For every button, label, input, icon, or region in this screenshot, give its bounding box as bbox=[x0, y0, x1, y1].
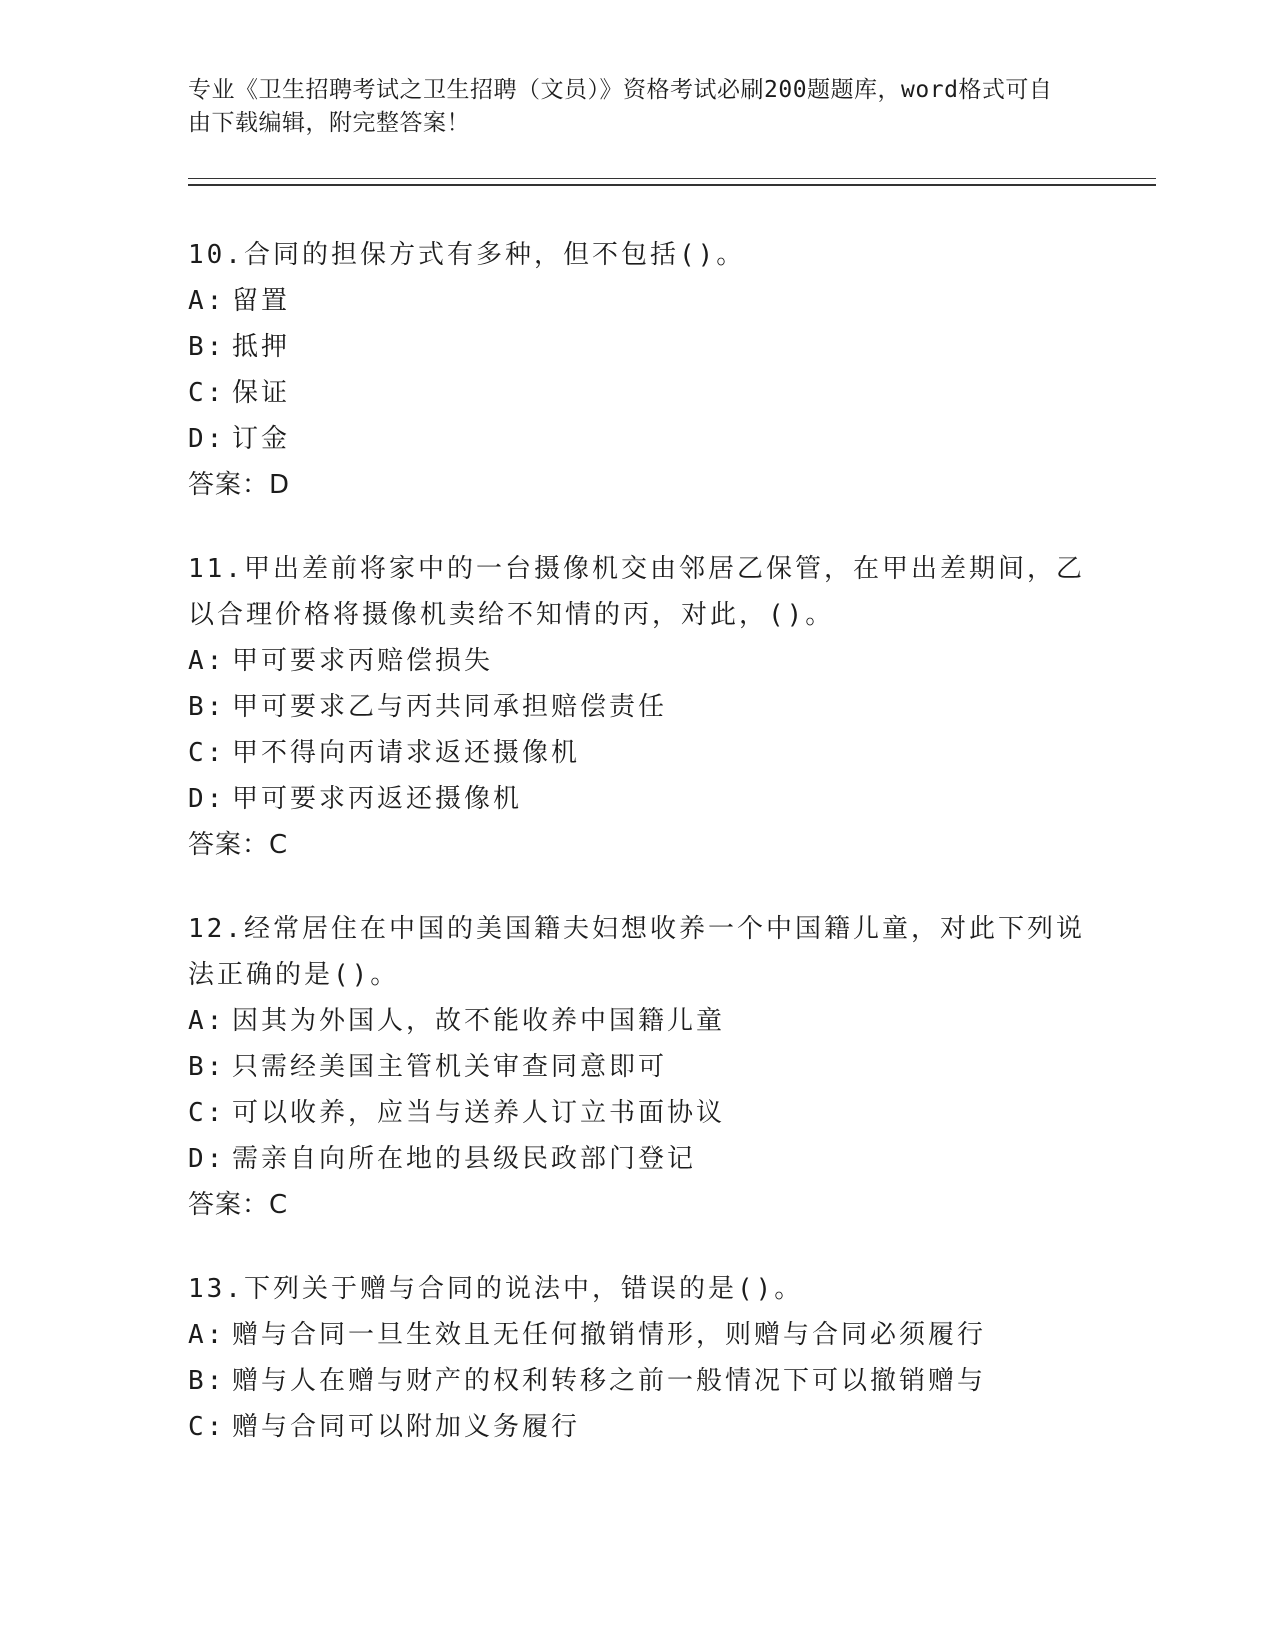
option-key: D: bbox=[188, 1144, 226, 1174]
question-13 bbox=[188, 1266, 1088, 1450]
answer-line: 答案：C bbox=[188, 1190, 289, 1220]
option-c bbox=[188, 370, 1088, 416]
option-key: B: bbox=[188, 332, 226, 362]
option-c bbox=[188, 1404, 1088, 1450]
option-text: 赠与合同一旦生效且无任何撤销情形，则赠与合同必须履行 bbox=[232, 1320, 987, 1350]
option-key: A: bbox=[188, 1006, 226, 1036]
option-b bbox=[188, 684, 1088, 730]
option-text: 甲不得向丙请求返还摄像机 bbox=[232, 738, 581, 768]
option-key: B: bbox=[188, 692, 226, 722]
question-list bbox=[188, 232, 1088, 1488]
option-text: 甲可要求乙与丙共同承担赔偿责任 bbox=[232, 692, 668, 722]
option-text: 赠与合同可以附加义务履行 bbox=[232, 1412, 581, 1442]
question-stem: 11.甲出差前将家中的一台摄像机交由邻居乙保管，在甲出差期间，乙以合理价格将摄像机卖给不知情的丙，对此，()。 bbox=[188, 554, 1085, 630]
option-a bbox=[188, 998, 1088, 1044]
option-a bbox=[188, 278, 1088, 324]
option-text: 只需经美国主管机关审查同意即可 bbox=[232, 1052, 668, 1082]
option-key: B: bbox=[188, 1052, 226, 1082]
question-12 bbox=[188, 906, 1088, 1228]
option-c bbox=[188, 730, 1088, 776]
option-key: C: bbox=[188, 1412, 226, 1442]
answer-line: 答案：C bbox=[188, 830, 289, 860]
option-key: C: bbox=[188, 1098, 226, 1128]
option-text: 订金 bbox=[232, 424, 291, 454]
option-key: C: bbox=[188, 738, 226, 768]
answer-line: 答案：D bbox=[188, 470, 291, 500]
option-key: D: bbox=[188, 424, 226, 454]
option-key: C: bbox=[188, 378, 226, 408]
option-text: 抵押 bbox=[232, 332, 291, 362]
option-a bbox=[188, 638, 1088, 684]
document-header: 专业《卫生招聘考试之卫生招聘（文员）》资格考试必刷200题题库，word格式可自由下载编辑，附完整答案！ bbox=[188, 77, 1053, 136]
header-divider bbox=[188, 178, 1156, 186]
question-stem: 13.下列关于赠与合同的说法中，错误的是()。 bbox=[188, 1274, 804, 1304]
option-b bbox=[188, 1044, 1088, 1090]
question-10 bbox=[188, 232, 1088, 508]
option-a bbox=[188, 1312, 1088, 1358]
option-key: A: bbox=[188, 646, 226, 676]
option-key: A: bbox=[188, 286, 226, 316]
option-text: 可以收养，应当与送养人订立书面协议 bbox=[232, 1098, 726, 1128]
option-key: A: bbox=[188, 1320, 226, 1350]
question-11 bbox=[188, 546, 1088, 868]
option-text: 留置 bbox=[232, 286, 291, 316]
option-d bbox=[188, 416, 1088, 462]
question-stem: 12.经常居住在中国的美国籍夫妇想收养一个中国籍儿童，对此下列说法正确的是()。 bbox=[188, 914, 1085, 990]
option-text: 保证 bbox=[232, 378, 291, 408]
question-stem: 10.合同的担保方式有多种，但不包括()。 bbox=[188, 240, 746, 270]
option-c bbox=[188, 1090, 1088, 1136]
option-d bbox=[188, 776, 1088, 822]
option-text: 甲可要求丙返还摄像机 bbox=[232, 784, 523, 814]
option-text: 甲可要求丙赔偿损失 bbox=[232, 646, 494, 676]
option-b bbox=[188, 324, 1088, 370]
option-text: 需亲自向所在地的县级民政部门登记 bbox=[232, 1144, 697, 1174]
option-key: D: bbox=[188, 784, 226, 814]
option-d bbox=[188, 1136, 1088, 1182]
option-key: B: bbox=[188, 1366, 226, 1396]
option-b bbox=[188, 1358, 1088, 1404]
document-page bbox=[188, 0, 1158, 1650]
option-text: 赠与人在赠与财产的权利转移之前一般情况下可以撤销赠与 bbox=[232, 1366, 987, 1396]
option-text: 因其为外国人，故不能收养中国籍儿童 bbox=[232, 1006, 726, 1036]
